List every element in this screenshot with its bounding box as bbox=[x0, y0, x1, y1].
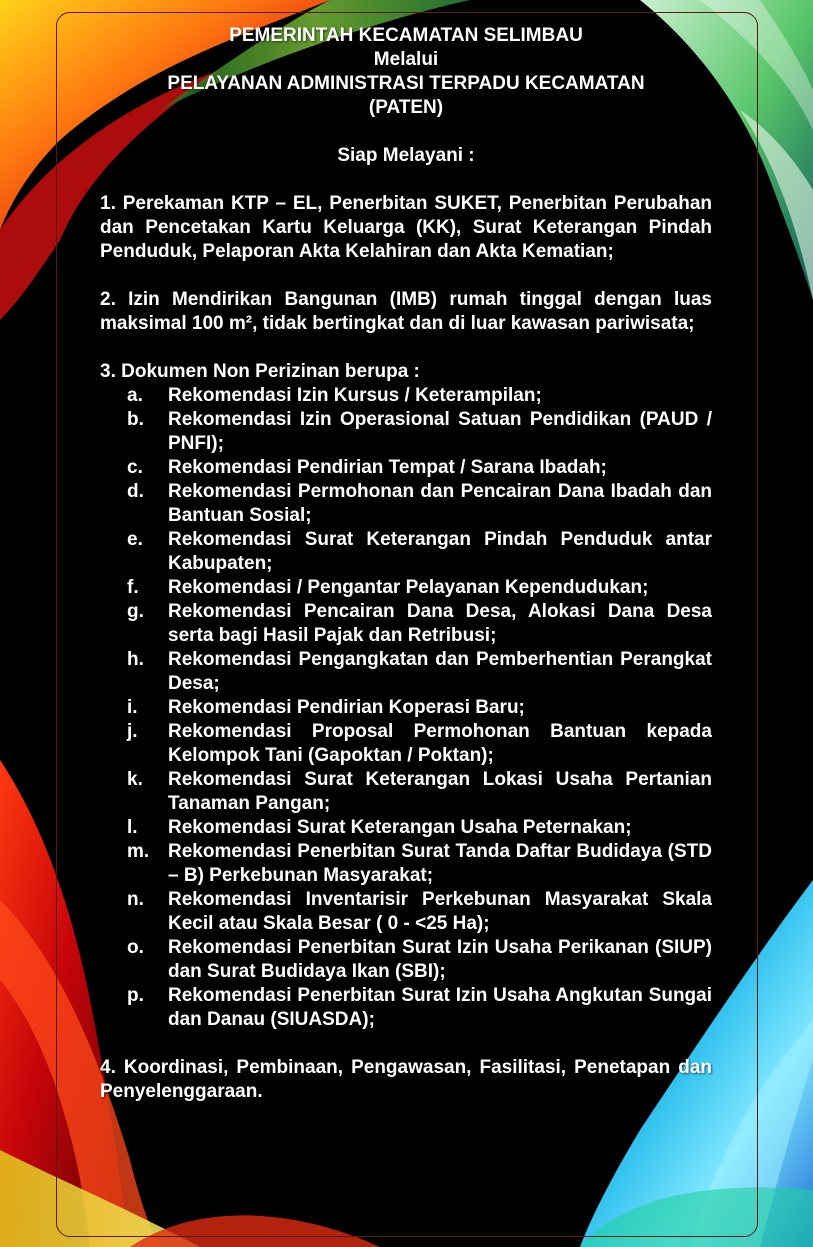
service-item-4: 4. Koordinasi, Pembinaan, Pengawasan, Fasilitasi, Penetapan dan Penyelenggaraan. bbox=[100, 1057, 712, 1102]
sub-item: m. Rekomendasi Penerbitan Surat Tanda Daftar Budidaya (STD – B) Perkebunan Masyarakat; bbox=[127, 841, 712, 886]
sub-item-list bbox=[100, 384, 712, 1032]
service-item-2: 2. Izin Mendirikan Bangunan (IMB) rumah tinggal dengan luas maksimal 100 m², tidak bertingkat dan di luar kawasan pariwisata; bbox=[100, 289, 712, 334]
header-line-3: PELAYANAN ADMINISTRASI TERPADU KECAMATAN bbox=[167, 73, 645, 94]
tagline: Siap Melayani : bbox=[337, 145, 475, 166]
sub-item: b. Rekomendasi Izin Operasional Satuan Pendidikan (PAUD / PNFI); bbox=[127, 409, 712, 454]
sub-item: g. Rekomendasi Pencairan Dana Desa, Alokasi Dana Desa serta bagi Hasil Pajak dan Retribusi; bbox=[127, 601, 712, 646]
sub-item: o. Rekomendasi Penerbitan Surat Izin Usaha Perikanan (SIUP) dan Surat Budidaya Ikan (SBI); bbox=[127, 937, 712, 982]
header-line-4: (PATEN) bbox=[368, 97, 444, 118]
sub-item: k. Rekomendasi Surat Keterangan Lokasi Usaha Pertanian Tanaman Pangan; bbox=[127, 769, 712, 814]
sub-item: h. Rekomendasi Pengangkatan dan Pemberhentian Perangkat Desa; bbox=[127, 649, 712, 694]
sub-item: e. Rekomendasi Surat Keterangan Pindah Penduduk antar Kabupaten; bbox=[127, 529, 712, 574]
sub-item: j. Rekomendasi Proposal Permohonan Bantuan kepada Kelompok Tani (Gapoktan / Poktan); bbox=[127, 721, 712, 766]
sub-item: i. Rekomendasi Pendirian Koperasi Baru; bbox=[127, 697, 525, 718]
service-item-3-title: 3. Dokumen Non Perizinan berupa : bbox=[100, 361, 420, 382]
sub-item: f. Rekomendasi / Pengantar Pelayanan Kependudukan; bbox=[127, 577, 649, 598]
announcement-body bbox=[100, 24, 712, 1104]
sub-item: p. Rekomendasi Penerbitan Surat Izin Usaha Angkutan Sungai dan Danau (SIUASDA); bbox=[127, 985, 712, 1030]
sub-item: c. Rekomendasi Pendirian Tempat / Sarana Ibadah; bbox=[127, 457, 607, 478]
sub-item: l. Rekomendasi Surat Keterangan Usaha Peternakan; bbox=[127, 817, 632, 838]
sub-item: a. Rekomendasi Izin Kursus / Keterampilan; bbox=[127, 385, 542, 406]
service-item-1: 1. Perekaman KTP – EL, Penerbitan SUKET, Penerbitan Perubahan dan Pencetakan Kartu Keluarga (KK), Surat Keterangan Pindah Penduduk, Pelaporan Akta Kelahiran dan Akta Kematian; bbox=[100, 193, 712, 262]
header-line-2: Melalui bbox=[373, 49, 439, 70]
header-line-1: PEMERINTAH KECAMATAN SELIMBAU bbox=[229, 25, 583, 46]
sub-item: n. Rekomendasi Inventarisir Perkebunan Masyarakat Skala Kecil atau Skala Besar ( 0 - <25 Ha); bbox=[127, 889, 712, 934]
sub-item: d. Rekomendasi Permohonan dan Pencairan Dana Ibadah dan Bantuan Sosial; bbox=[127, 481, 712, 526]
